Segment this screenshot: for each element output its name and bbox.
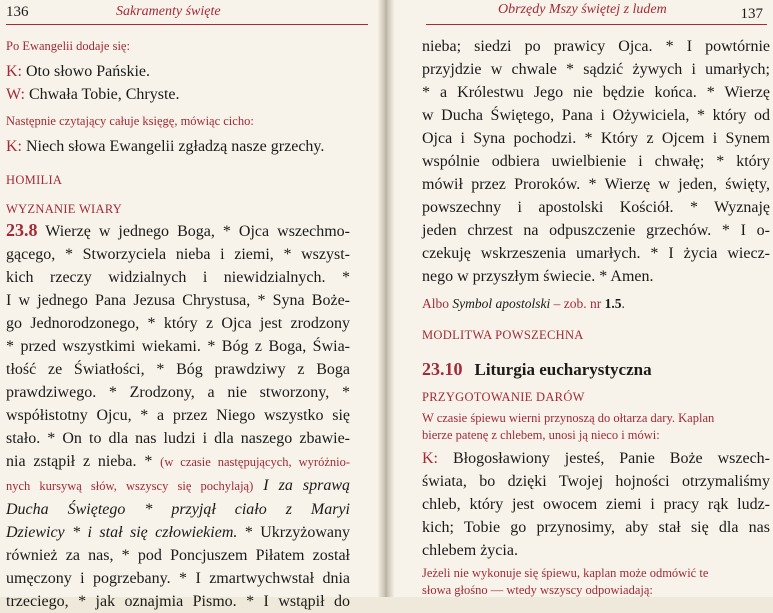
italic-text: Ducha Świętego * przyjął ciało z Maryi xyxy=(6,501,350,518)
creed-line: trzeciego, * jak oznajmia Pismo. * I wstąpił do xyxy=(6,593,350,610)
versicle-marker: K: xyxy=(6,63,22,80)
creed-line: I w jednego Pana Jezusa Chrystusa, * Syna Boże- xyxy=(6,292,350,309)
creed-line: gącego, * Stworzyciela nieba i ziemi, * wszyst- xyxy=(6,246,350,263)
paragraph-number: 23.10 xyxy=(422,359,463,379)
creed-line: współistotny Ojcu, * a przez Niego wszystko się xyxy=(6,407,350,424)
creed-line: wspólnie odbiera uwielbienie i chwałę; * który xyxy=(422,153,770,170)
creed-line: go Jednorodzonego, * który z Ojca jest zrodzony xyxy=(6,315,350,332)
book-gutter xyxy=(378,0,394,597)
running-head: Sakramenty święte xyxy=(116,4,221,19)
creed-line: tłość ze Światłości, * Bóg prawdziwy z Boga xyxy=(6,361,350,378)
creed-line: czekuję wskrzeszenia umarłych. * I życia wiecz- xyxy=(422,245,770,262)
right-page-header xyxy=(426,2,767,25)
italic-text: Dziewicy * i stał się człowiekiem. xyxy=(6,524,238,541)
right-page-content xyxy=(422,35,770,599)
versicle-text: Niech słowa Ewangelii zgładzą nasze grzechy. xyxy=(26,138,325,155)
rubric-inline: (w czasie następujących, wyróżnio- xyxy=(160,455,350,469)
rubric: Jeżeli nie wykonuje się śpiewu, kaplan może odmówić te xyxy=(422,566,709,580)
rubric: Po Ewangelii dodaje się: xyxy=(6,39,130,53)
left-page-header xyxy=(6,2,368,25)
creed-line: kich rzeczy widzialnych i niewidzialnych. * xyxy=(6,269,350,286)
alternative-note: Albo Symbol apostolski – zob. nr 1.5. xyxy=(422,296,625,311)
creed-line: Ojca i Syna pochodzi. * Który z Ojcem i Synem xyxy=(422,130,770,147)
rubric: W czasie śpiewu wierni przynoszą do ołtarza dary. Kaplan xyxy=(422,411,715,425)
italic-text: I za sprawą xyxy=(263,477,350,494)
response-marker: W: xyxy=(6,86,25,103)
prayer-line: K: Błogosławiony jesteś, Panie Boże wszech- xyxy=(422,450,771,467)
section-title-row xyxy=(422,356,770,384)
page-number: 136 xyxy=(6,4,29,20)
creed-line: * a Królestwu Jego nie będzie końca. * Wierzę xyxy=(422,84,770,101)
prayer-line: chlebem życia. xyxy=(422,542,518,559)
section-heading: MODLITWA POWSZECHNA xyxy=(422,328,584,342)
response xyxy=(6,83,350,106)
right-page xyxy=(394,0,773,597)
creed-line: przyjdzie w chwale * sądzić żywych i umarłych; xyxy=(422,61,770,78)
running-head: Obrzędy Mszy świętej z ludem xyxy=(498,2,667,17)
prayer-line: kich; Tobie go przynosimy, aby stał się dla nas xyxy=(422,519,770,536)
left-page-content xyxy=(6,38,350,613)
creed-line: jeden chrzest na odpuszczenie grzechów. * I o- xyxy=(422,222,770,239)
versicle-text: Oto słowo Pańskie. xyxy=(26,63,150,80)
italic-text: Symbol apostolski xyxy=(452,296,551,311)
creed-line xyxy=(6,474,350,498)
rubric: bierze patenę z chlebem, unosi ją nieco i mówi: xyxy=(422,428,660,442)
response-text: Chwała Tobie, Chryste. xyxy=(28,86,180,103)
cross-reference: 1.5 xyxy=(604,296,622,311)
creed-line: nego w przyszłym świecie. * Amen. xyxy=(422,268,654,285)
rubric: słowa głośno — wtedy wszyscy odpowiadają: xyxy=(422,583,653,597)
creed-line: nia zstąpił z nieba. * (w czasie następujących, wyróżnio- xyxy=(6,453,350,470)
page-number: 137 xyxy=(740,6,763,22)
creed-line: Dziewicy * i stał się człowiekiem. * Ukrzyżowany xyxy=(6,524,350,541)
versicle-marker: K: xyxy=(6,138,22,155)
versicle-marker: K: xyxy=(422,450,438,467)
creed-line: umęczony i pogrzebany. * I zmartwychwstał dnia xyxy=(6,570,350,587)
creed-line: 23.8 Wierzę w jednego Boga, * Ojca wszechmo- xyxy=(6,220,351,240)
creed-line: również za nas, * pod Poncjuszem Piłatem został xyxy=(6,547,350,564)
creed-line: powszechny i apostolski Kościół. * Wyznaję xyxy=(422,199,770,216)
section-heading: HOMILIA xyxy=(6,173,63,187)
versicle xyxy=(6,60,350,83)
creed-line: mówił przez Proroków. * Wierzę w jeden, święty, xyxy=(422,176,770,193)
prayer-line: świata, bo dzięki Twojej hojności otrzymaliśmy xyxy=(422,473,770,490)
creed-line: * przed wszystkimi wiekami. * Bóg z Boga, Świa- xyxy=(6,338,350,355)
creed-line: prawdziwego. * Zrodzony, a nie stworzony, * xyxy=(6,384,350,401)
prayer-line: chleb, który jest owocem ziemi i pracy rąk ludz- xyxy=(422,496,770,513)
left-page xyxy=(0,0,378,610)
creed-line: stało. * On to dla nas ludzi i dla naszego zbawie- xyxy=(6,430,350,447)
creed-line: nieba; siedzi po prawicy Ojca. * I powtórnie xyxy=(422,38,770,55)
section-title: Liturgia eucharystyczna xyxy=(474,360,652,379)
section-heading: WYZNANIE WIARY xyxy=(6,202,123,216)
paragraph-number: 23.8 xyxy=(6,220,38,240)
rubric: Następnie czytający całuje księgę, mówiąc cicho: xyxy=(6,114,254,128)
rubric-inline: nych kursywą słów, wszyscy się pochylają) xyxy=(6,479,254,493)
creed-line xyxy=(6,498,350,521)
section-heading: PRZYGOTOWANIE DARÓW xyxy=(422,390,585,404)
creed-line: w Ducha Świętego, Pana i Ożywiciela, * który od xyxy=(422,107,770,124)
versicle xyxy=(6,135,350,158)
